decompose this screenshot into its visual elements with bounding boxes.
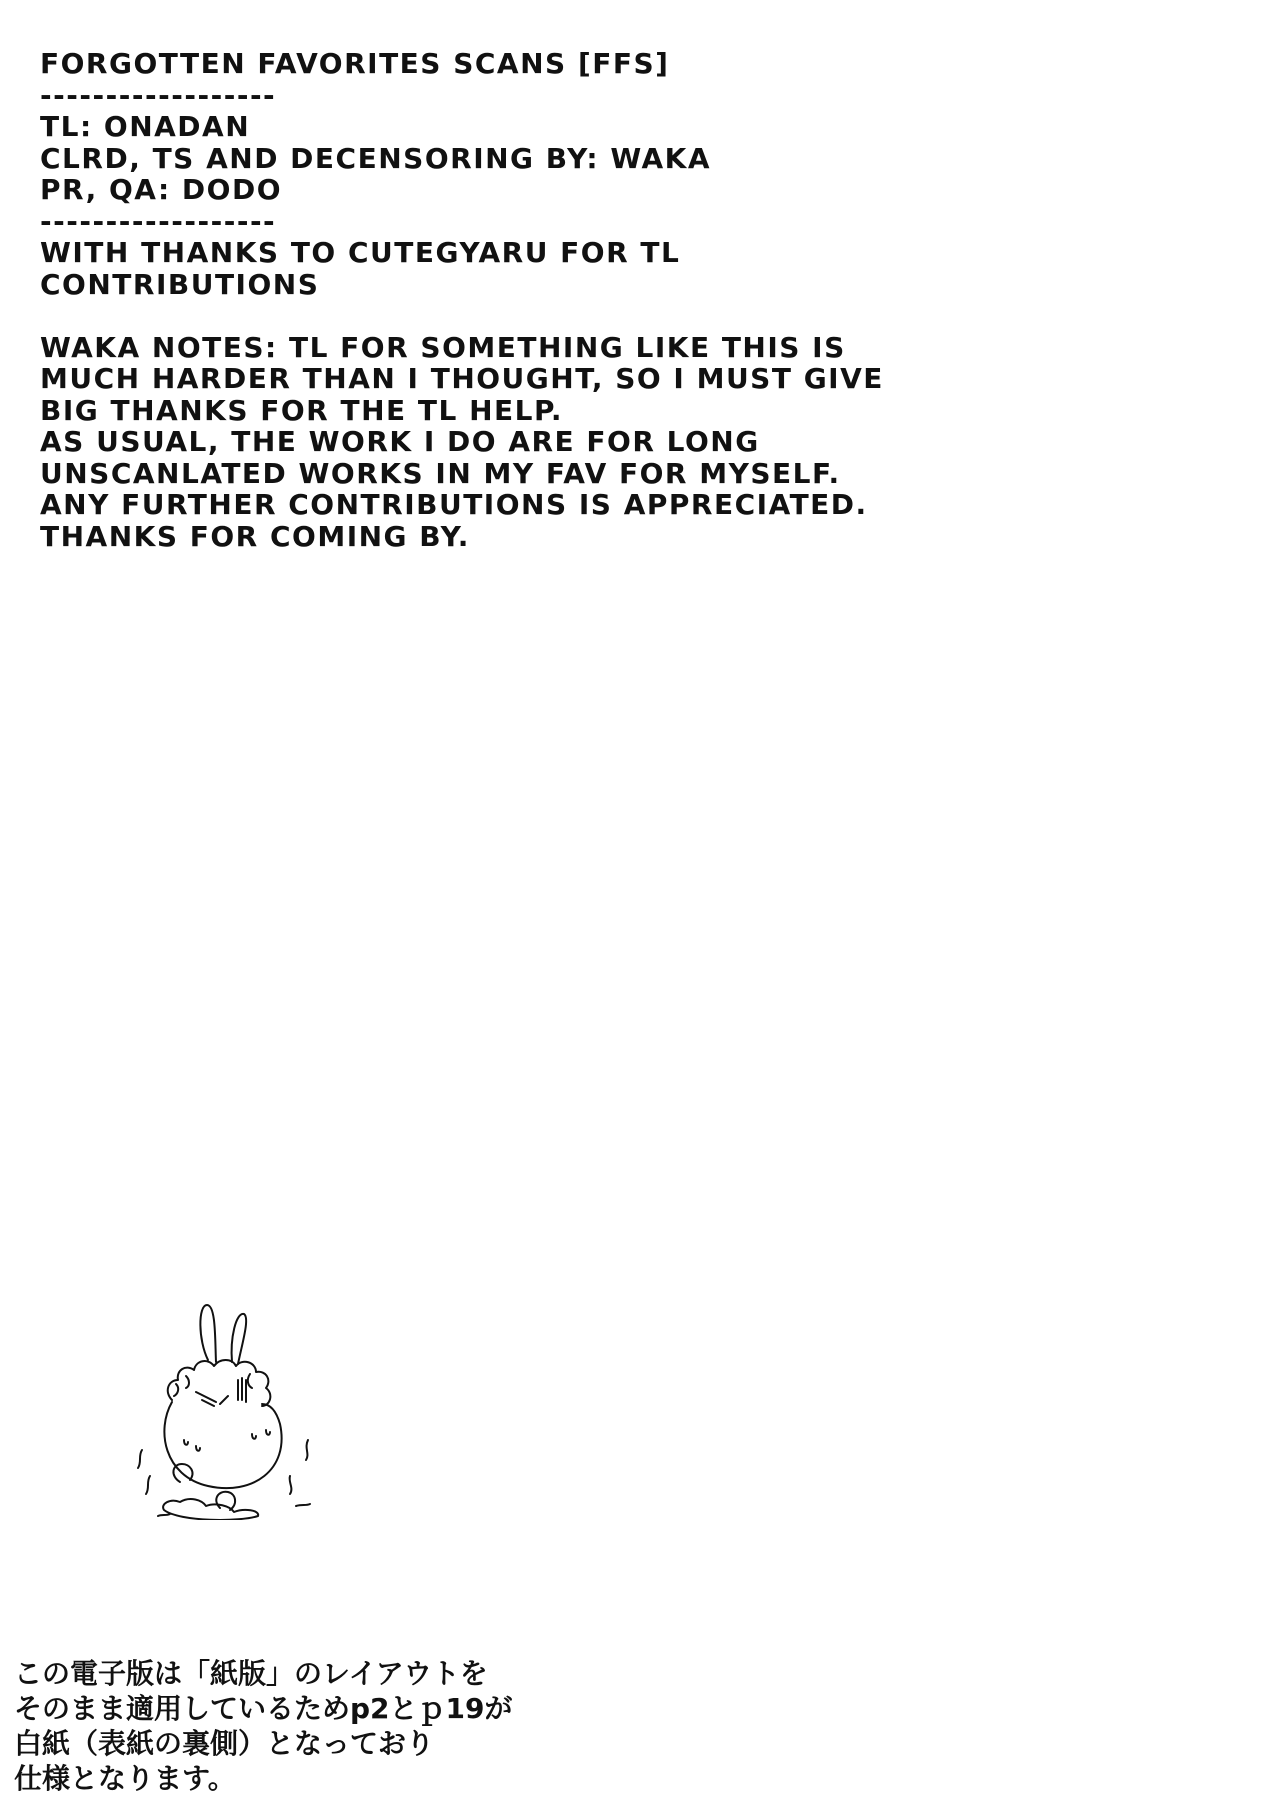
jp-note-line: この電子版は「紙版」のレイアウトを bbox=[14, 1657, 488, 1690]
thanks-line: CONTRIBUTIONS bbox=[40, 267, 320, 301]
jp-note-line: 仕様となります。 bbox=[14, 1762, 236, 1795]
thanks-line: WITH THANKS TO CUTEGYARU FOR TL bbox=[40, 236, 681, 269]
notes-line: THANKS FOR COMING BY. bbox=[40, 519, 470, 553]
notes-line: AS USUAL, THE WORK I DO ARE FOR LONG bbox=[40, 425, 760, 458]
notes-line: ANY FURTHER CONTRIBUTIONS IS APPRECIATED. bbox=[40, 488, 868, 521]
japanese-layout-note bbox=[14, 1656, 714, 1796]
spacer bbox=[40, 300, 1040, 332]
group-name: FORGOTTEN FAVORITES SCANS [FFS] bbox=[40, 47, 670, 80]
divider: ------------------ bbox=[40, 78, 277, 112]
divider: ------------------ bbox=[40, 204, 277, 238]
notes-line: MUCH HARDER THAN I THOUGHT, SO I MUST GIVE bbox=[40, 362, 884, 395]
bunny-mascot-illustration bbox=[120, 1300, 340, 1520]
notes-line: BIG THANKS FOR THE TL HELP. bbox=[40, 393, 563, 427]
scanlation-credits bbox=[40, 48, 1040, 552]
jp-note-line: 白紙（表紙の裏側）となっており bbox=[14, 1727, 435, 1760]
translator-credit: TL: ONADAN bbox=[40, 110, 251, 143]
editor-credit: CLRD, TS AND DECENSORING BY: WAKA bbox=[40, 141, 712, 175]
notes-line: WAKA NOTES: TL FOR SOMETHING LIKE THIS IS bbox=[40, 330, 846, 364]
jp-note-line: そのまま適用しているためp2とｐ19が bbox=[14, 1692, 513, 1725]
proofreader-credit: PR, QA: DODO bbox=[40, 173, 283, 206]
notes-line: UNSCANLATED WORKS IN MY FAV FOR MYSELF. bbox=[40, 456, 841, 490]
